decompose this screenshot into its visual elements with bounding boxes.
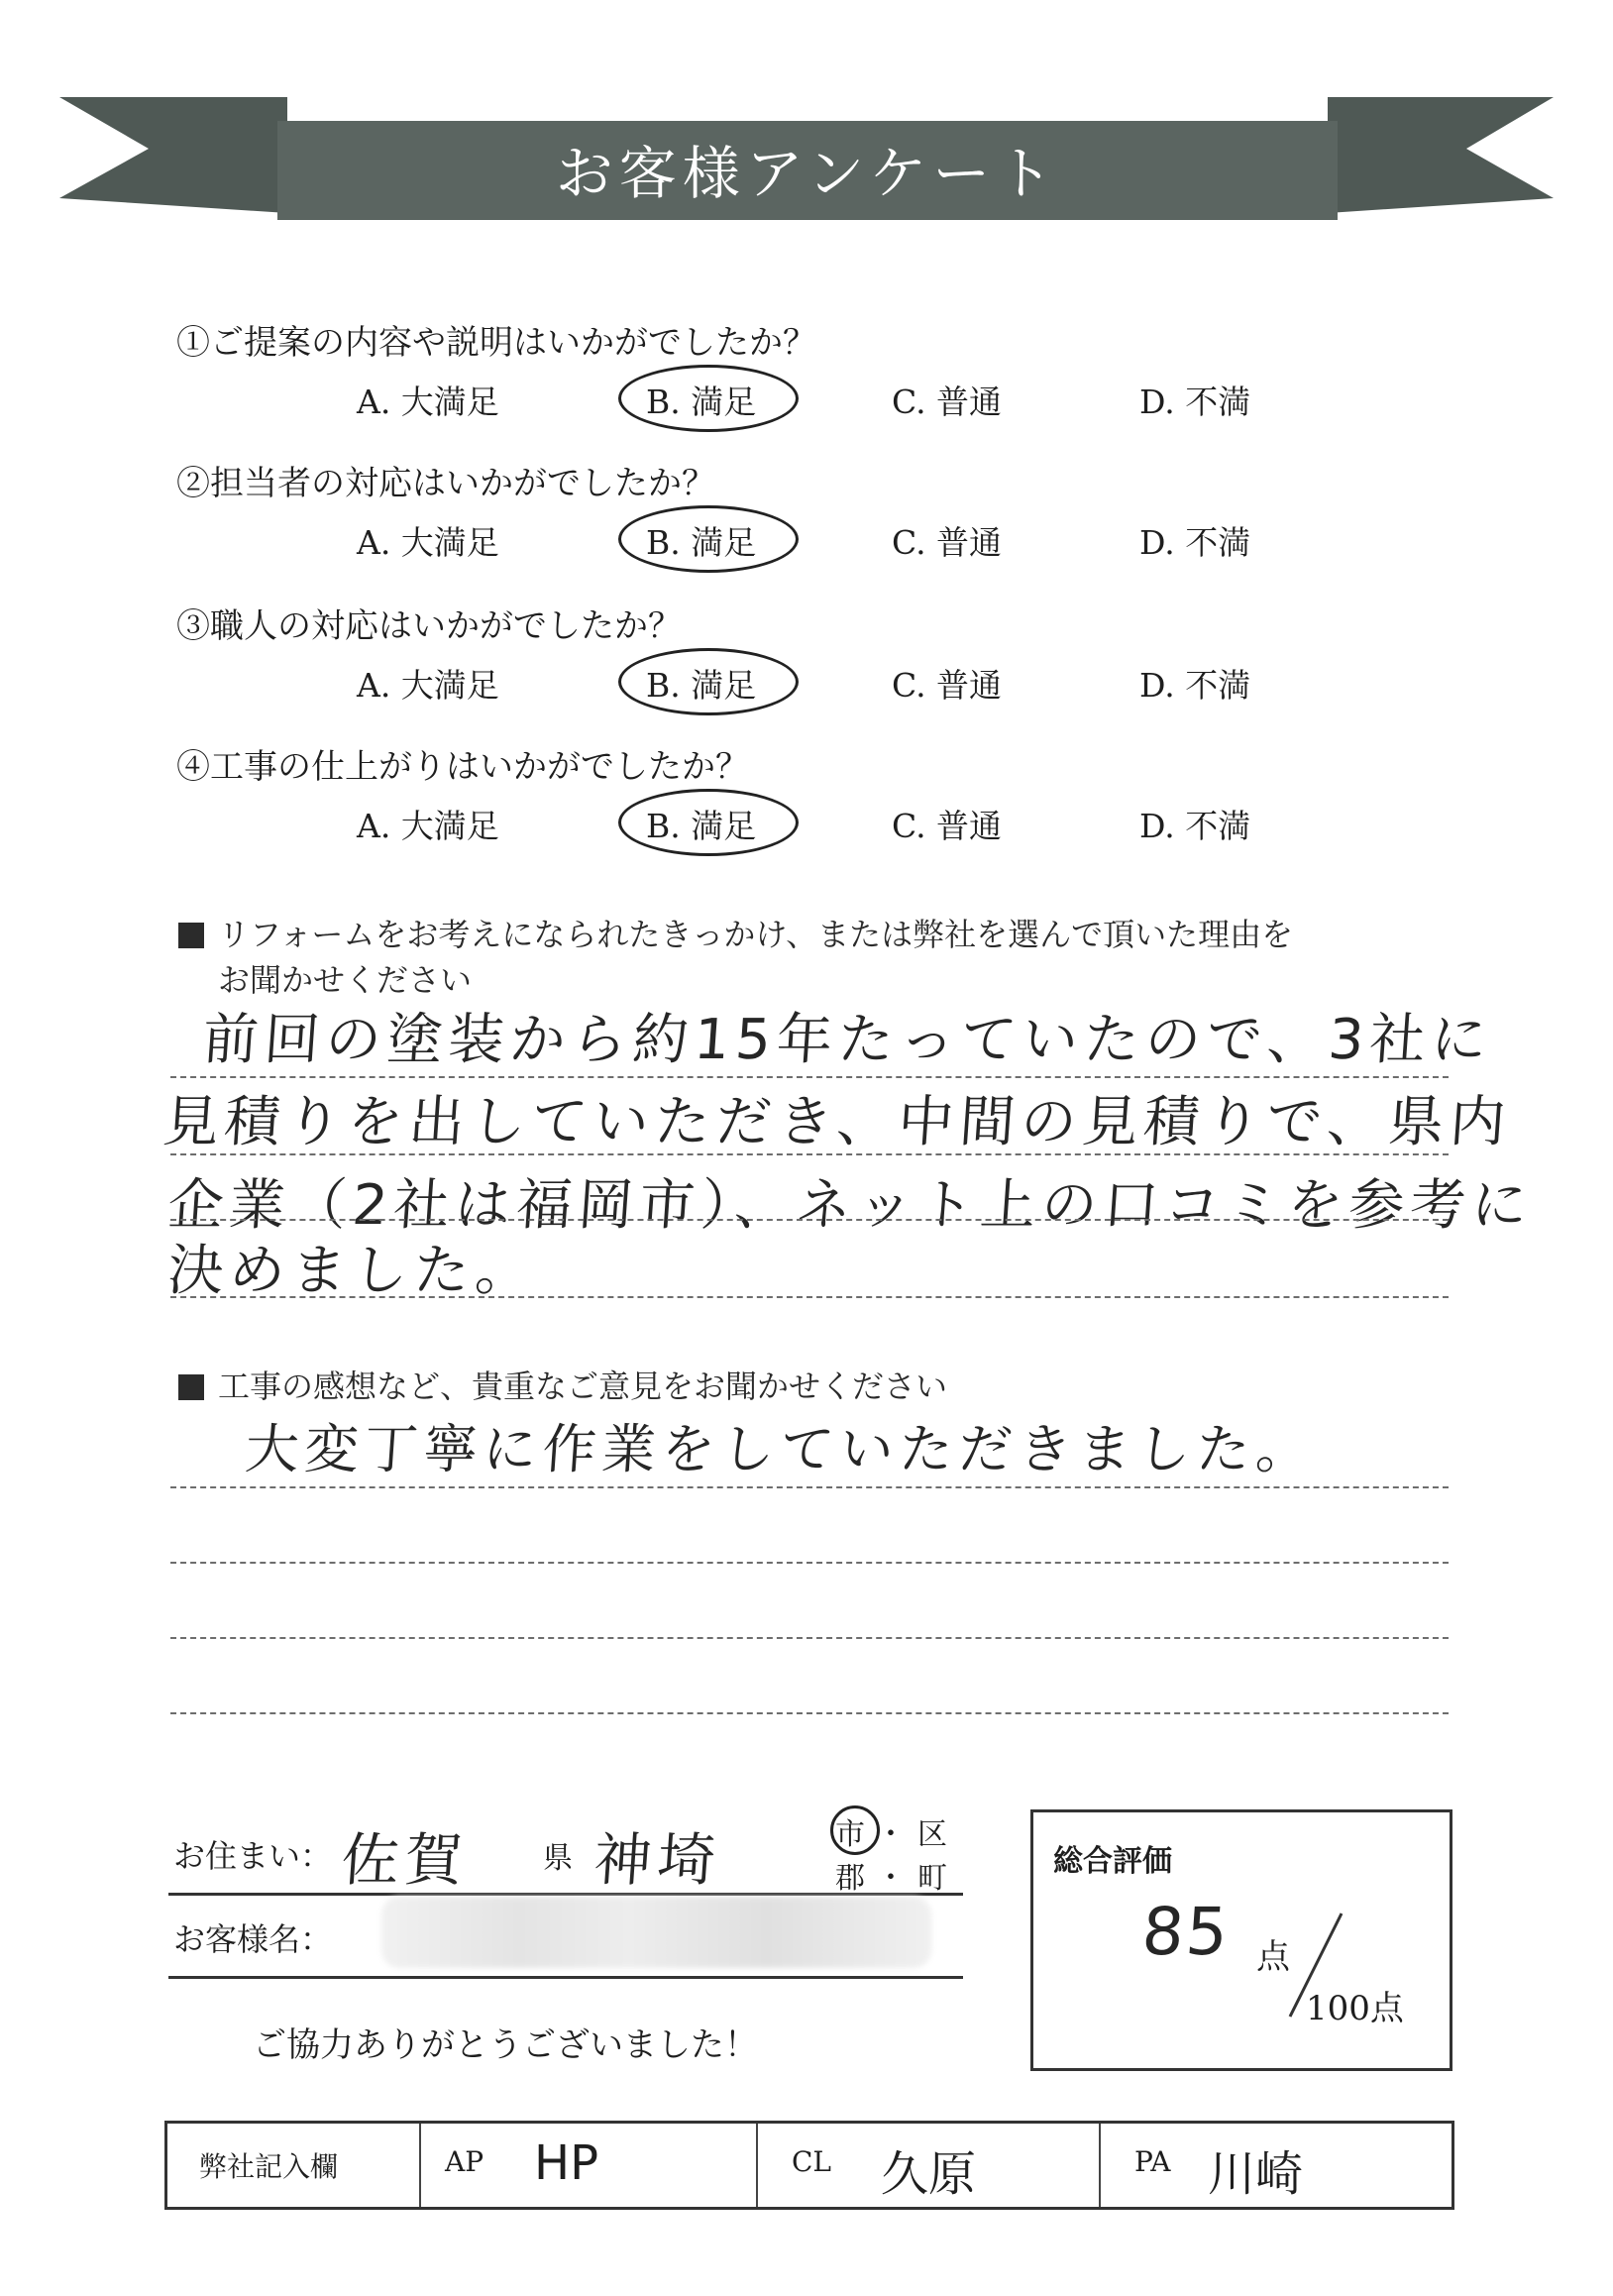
question-text: ②担当者の対応はいかがでしたか？	[176, 464, 715, 503]
impression-answer: 大変丁寧に作業をしていただきました。	[243, 1418, 1318, 1480]
score-total: 100点	[1306, 1989, 1404, 2028]
answer-option[interactable]: D. 不満	[1139, 383, 1251, 421]
prefecture-suffix: 県	[543, 1841, 573, 1876]
score-unit: 点	[1256, 1937, 1290, 1977]
ap-value: HP	[534, 2135, 599, 2191]
answer-option[interactable]: C. 普通	[892, 807, 1003, 845]
answer-rule	[170, 1637, 1449, 1639]
cell-divider	[1099, 2124, 1101, 2207]
question-text: ④工事の仕上がりはいかがでしたか？	[176, 747, 749, 787]
answer-option[interactable]: D. 不満	[1139, 666, 1251, 705]
question-text: ③職人の対応はいかがでしたか？	[176, 606, 682, 646]
answer-rule	[170, 1219, 1449, 1221]
ap-label: AP	[445, 2145, 484, 2178]
address-prefecture: 佐賀	[339, 1826, 472, 1894]
answer-option[interactable]: B. 満足	[646, 523, 757, 562]
pa-label: PA	[1134, 2145, 1171, 2178]
answer-rule	[170, 1296, 1449, 1298]
impression-heading: 工事の感想など、貴重なご意見をお聞かせください	[178, 1364, 947, 1409]
cl-label: CL	[792, 2145, 832, 2178]
score-label: 総合評価	[1053, 1844, 1172, 1879]
office-use-table	[164, 2121, 1454, 2210]
cell-divider	[756, 2124, 758, 2207]
cell-divider	[419, 2124, 421, 2207]
reason-answer-line: 企業（2社は福岡市）、ネット上の口コミを参考に	[165, 1173, 1536, 1238]
question-text: ①ご提案の内容や説明はいかがでしたか？	[176, 323, 816, 363]
address-label: お住まい：	[173, 1837, 333, 1875]
choice-gun: 郡	[835, 1861, 865, 1896]
square-bullet-icon	[178, 1374, 204, 1400]
answer-option[interactable]: C. 普通	[892, 383, 1003, 421]
choice-shi: 市	[835, 1817, 865, 1852]
answer-rule	[170, 1562, 1449, 1564]
answer-option[interactable]: B. 満足	[646, 383, 757, 421]
answer-option[interactable]: B. 満足	[646, 666, 757, 705]
cl-value: 久原	[881, 2146, 977, 2202]
customer-underline	[168, 1976, 963, 1979]
answer-option[interactable]: D. 不満	[1139, 807, 1251, 845]
answer-option[interactable]: D. 不満	[1139, 523, 1251, 562]
answer-option[interactable]: C. 普通	[892, 523, 1003, 562]
reason-answer-line: 決めました。	[165, 1239, 539, 1303]
page-title: お客様アンケート	[555, 140, 1060, 207]
answer-rule	[170, 1486, 1449, 1488]
reason-answer-line: 見積りを出していただき、中間の見積りで、県内	[161, 1090, 1514, 1154]
pa-value: 川崎	[1208, 2146, 1304, 2202]
answer-rule	[170, 1153, 1449, 1155]
answer-option[interactable]: A. 大満足	[357, 383, 499, 421]
choice-separator: ・	[876, 1861, 906, 1896]
redacted-name	[381, 1897, 931, 1968]
customer-name-label: お客様名：	[173, 1920, 333, 1958]
choice-ku: 区	[917, 1817, 947, 1852]
choice-separator: ・	[876, 1817, 906, 1852]
answer-option[interactable]: C. 普通	[892, 666, 1003, 705]
address-underline	[168, 1893, 963, 1896]
reason-heading: リフォームをお考えになられたきっかけ、または弊社を選んで頂いた理由を お聞かせください	[178, 912, 1293, 1003]
office-label: 弊社記入欄	[199, 2150, 339, 2183]
score-box	[1030, 1809, 1452, 2071]
thanks-message: ご協力ありがとうございました！	[253, 2025, 758, 2065]
answer-rule	[170, 1712, 1449, 1714]
choice-machi: 町	[917, 1861, 947, 1896]
reason-answer-line: 前回の塗装から約15年たっていたので、3社に	[200, 1008, 1495, 1072]
answer-option[interactable]: A. 大満足	[357, 523, 499, 562]
answer-option[interactable]: A. 大満足	[357, 666, 499, 705]
answer-option[interactable]: A. 大満足	[357, 807, 499, 845]
score-value: 85	[1139, 1894, 1233, 1970]
answer-option[interactable]: B. 満足	[646, 807, 757, 845]
address-city: 神埼	[591, 1826, 724, 1894]
square-bullet-icon	[178, 923, 204, 948]
